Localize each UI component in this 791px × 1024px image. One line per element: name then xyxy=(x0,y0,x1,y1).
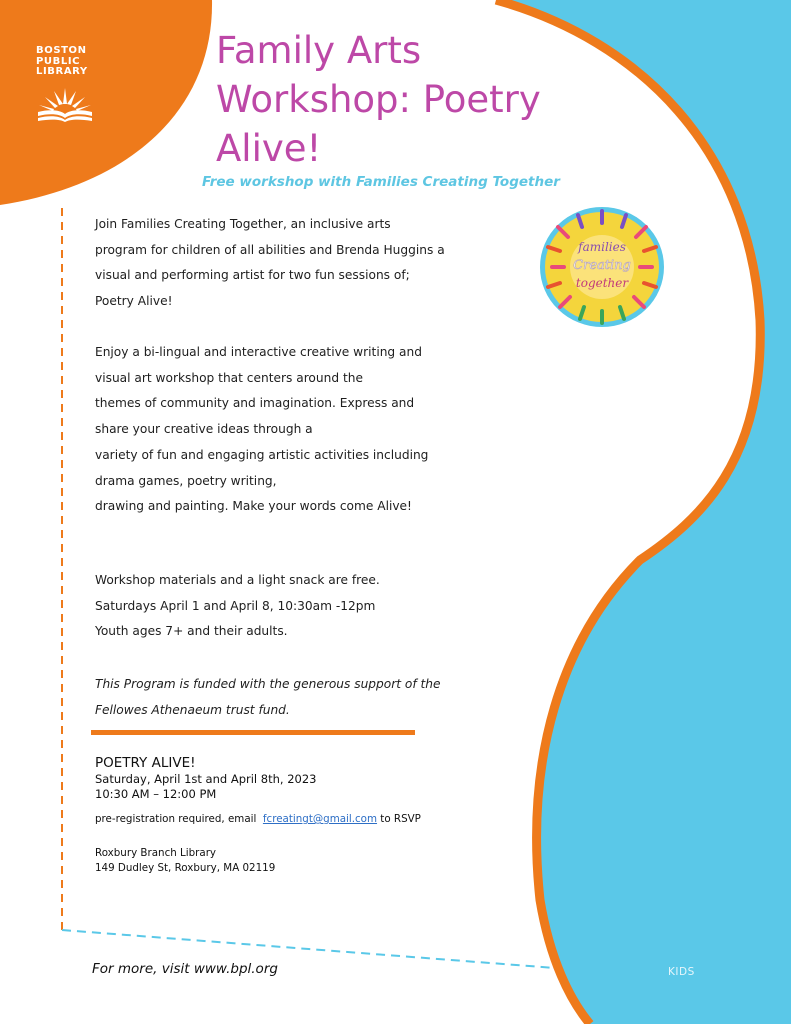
text-line: program for children of all abilities and Brenda Huggins a xyxy=(95,242,445,257)
badge-text-line: families xyxy=(578,240,626,254)
rsvp-email-link[interactable]: fcreatingt@gmail.com xyxy=(262,813,378,825)
badge-text-line: together xyxy=(575,276,629,290)
logo-text-line: BOSTON xyxy=(36,45,87,56)
families-creating-together-logo xyxy=(538,205,666,329)
section-divider xyxy=(91,730,415,735)
text-line: Workshop materials and a light snack are free. xyxy=(95,573,380,587)
text-line: Fellowes Athenaeum trust fund. xyxy=(95,702,290,717)
title-line: Workshop: Poetry xyxy=(216,78,541,121)
event-details xyxy=(95,755,515,876)
text-line: Youth ages 7+ and their adults. xyxy=(95,624,288,639)
title-line: Family Arts xyxy=(216,29,422,72)
funding-paragraph xyxy=(95,672,441,723)
open-book-icon xyxy=(36,86,94,122)
text-line: Enjoy a bi-lingual and interactive creative writing and xyxy=(95,345,422,359)
event-title: POETRY ALIVE! xyxy=(95,755,196,771)
registration-prefix: pre-registration required, email xyxy=(95,813,263,825)
text-line: variety of fun and engaging artistic activities including xyxy=(95,447,429,462)
badge-text-line: Creating xyxy=(573,258,631,273)
orange-corner-shape xyxy=(0,0,212,205)
text-line: visual and performing artist for two fun sessions of; xyxy=(95,268,410,283)
registration-note xyxy=(95,812,515,826)
logo-text-line: LIBRARY xyxy=(36,66,88,77)
title-line: Alive! xyxy=(216,127,322,170)
registration-suffix: to RSVP xyxy=(377,813,421,825)
description-paragraph xyxy=(95,340,428,520)
event-time: 10:30 AM – 12:00 PM xyxy=(95,787,217,801)
text-line: themes of community and imagination. Express and xyxy=(95,396,415,411)
text-line: Poetry Alive! xyxy=(95,294,173,309)
logo-text-line: PUBLIC xyxy=(36,55,81,67)
text-line: This Program is funded with the generous support of the xyxy=(95,677,441,691)
library-logo xyxy=(36,46,100,122)
text-line: drawing and painting. Make your words come Alive! xyxy=(95,499,412,514)
text-line: Saturdays April 1 and April 8, 10:30am -12pm xyxy=(95,598,376,613)
location-name: Roxbury Branch Library xyxy=(95,847,217,859)
text-line: share your creative ideas through a xyxy=(95,422,313,437)
details-paragraph xyxy=(95,568,380,645)
intro-paragraph xyxy=(95,212,445,315)
footer-website: For more, visit www.bpl.org xyxy=(92,961,278,977)
event-date: Saturday, April 1st and April 8th, 2023 xyxy=(95,772,317,786)
kids-label: KIDS xyxy=(668,966,695,978)
event-location xyxy=(95,846,515,876)
text-line: visual art workshop that centers around the xyxy=(95,370,363,385)
page-title xyxy=(216,26,576,173)
location-address: 149 Dudley St, Roxbury, MA 02119 xyxy=(95,862,276,874)
text-line: drama games, poetry writing, xyxy=(95,473,277,488)
subtitle: Free workshop with Families Creating Together xyxy=(202,174,560,190)
text-line: Join Families Creating Together, an inclusive arts xyxy=(95,217,391,231)
